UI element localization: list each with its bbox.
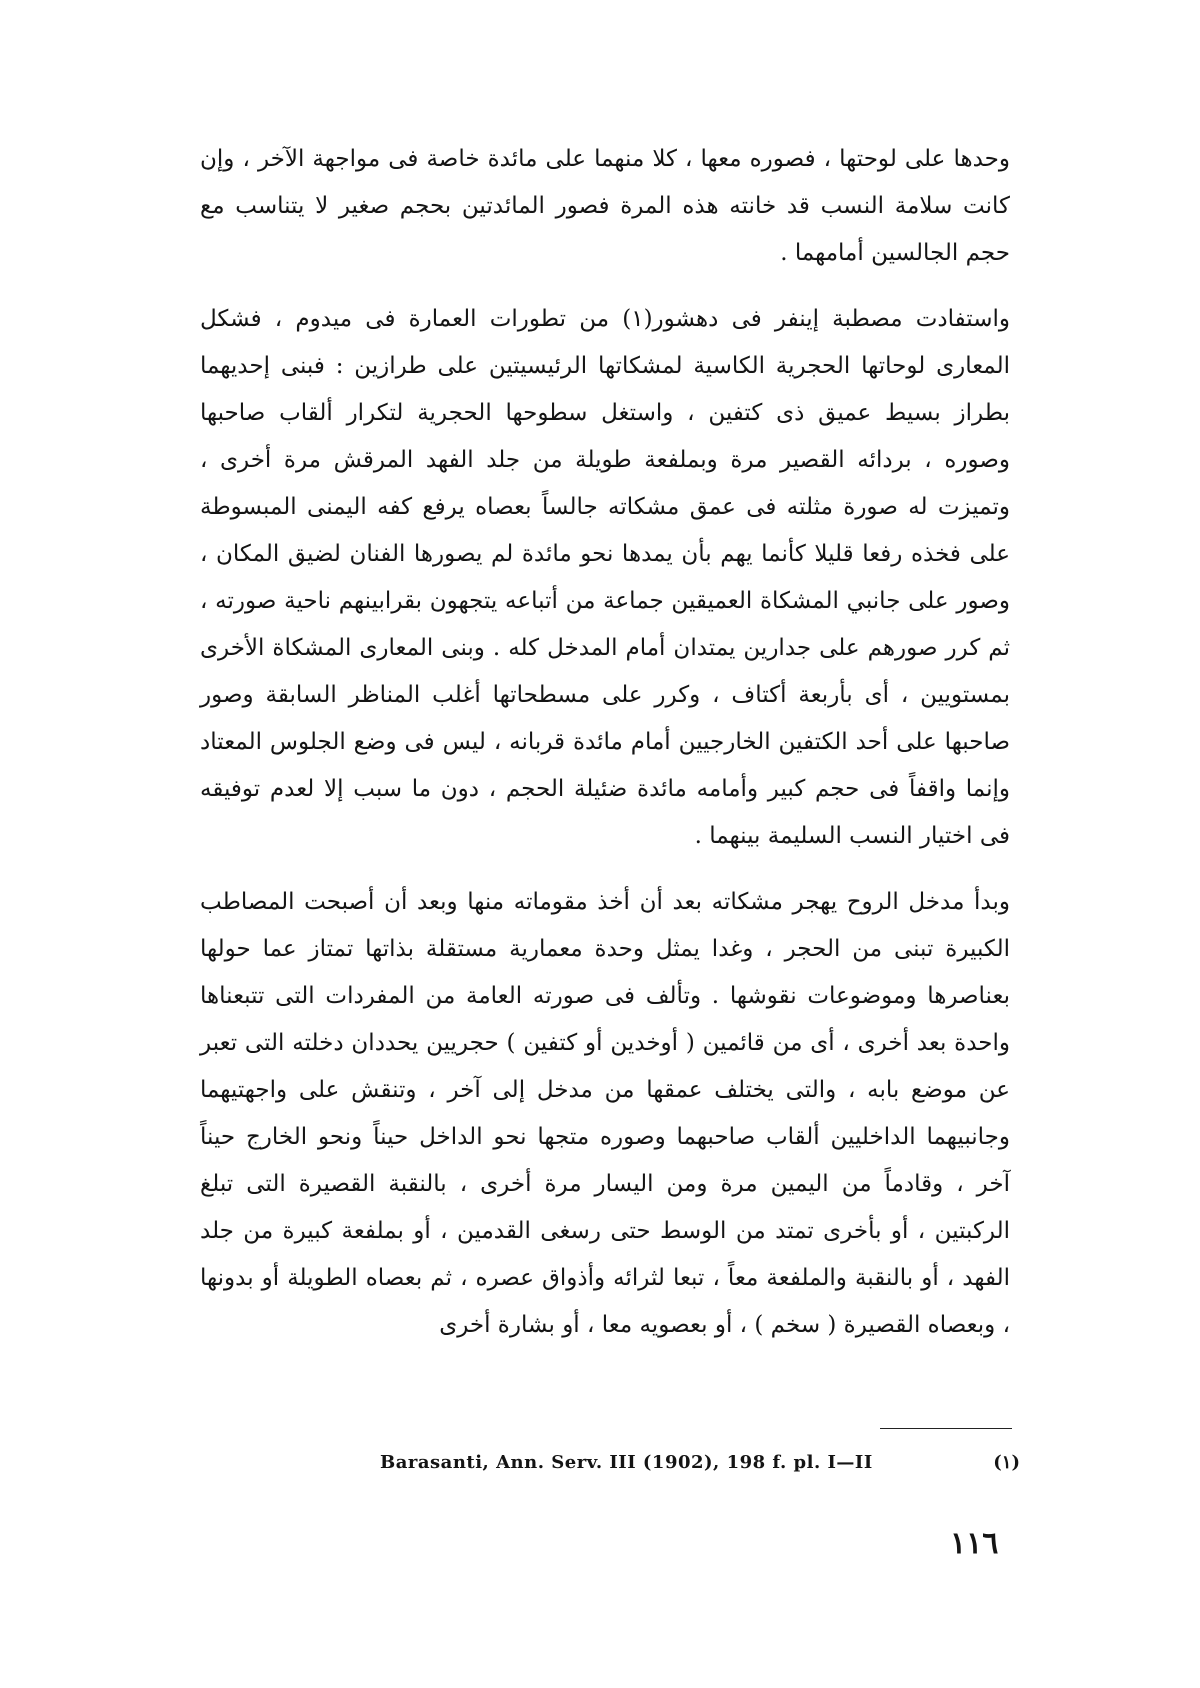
main-text — [200, 136, 1010, 1368]
paragraph-1: وحدها على لوحتها ، فصوره معها ، كلا منهما على مائدة خاصة فى مواجهة الآخر ، وإن كانت سلامة النسب قد خانته هذه المرة فصور المائدتين بحجم صغير لا يتناسب مع حجم الجالسين أمامهما . — [200, 146, 1010, 266]
footnote-reference: Barasanti, Ann. Serv. III (1902), 198 f. pl. I—II — [380, 1452, 873, 1473]
footnote — [380, 1452, 1020, 1473]
footnote-divider — [880, 1428, 1012, 1429]
footnote-marker: (١) — [993, 1452, 1020, 1473]
page-number: ١١٦ — [950, 1526, 999, 1561]
paragraph-2: واستفادت مصطبة إينفر فى دهشور(١) من تطورات العمارة فى ميدوم ، فشكل المعارى لوحاتها الحجرية الكاسية لمشكاتها الرئيسيتين على طرازين : فبنى إحديهما بطراز بسيط عميق ذى كتفين ، واستغل سطوحها الحجرية لتكرار ألقاب صاحبها وصوره ، بردائه القصير مرة وبملفعة طويلة من جلد الفهد المرقش مرة أخرى ، وتميزت له صورة مثلته فى عمق مشكاته جالساً بعصاه يرفع كفه اليمنى المبسوطة على فخذه رفعا قليلا كأنما يهم بأن يمدها نحو مائدة لم يصورها الفنان لضيق المكان ، وصور على جانبي المشكاة العميقين جماعة من أتباعه يتجهون بقرابينهم ناحية صورته ، ثم كرر صورهم على جدارين يمتدان أمام المدخل كله . وبنى المعارى المشكاة الأخرى بمستويين ، أى بأربعة أكتاف ، وكرر على مسطحاتها أغلب المناظر السابقة وصور صاحبها على أحد الكتفين الخارجيين أمام مائدة قربانه ، ليس فى وضع الجلوس المعتاد وإنما واقفاً فى حجم كبير وأمامه مائدة ضئيلة الحجم ، دون ما سبب إلا لعدم توفيقه فى اختيار النسب السليمة بينهما . — [200, 306, 1010, 849]
paragraph-3: وبدأ مدخل الروح يهجر مشكاته بعد أن أخذ مقوماته منها وبعد أن أصبحت المصاطب الكبيرة تبنى من الحجر ، وغدا يمثل وحدة معمارية مستقلة بذاتها تمتاز عما حولها بعناصرها وموضوعات نقوشها . وتألف فى صورته العامة من المفردات التى تتبعناها واحدة بعد أخرى ، أى من قائمين ( أوخدين أو كتفين ) حجريين يحددان دخلته التى تعبر عن موضع بابه ، والتى يختلف عمقها من مدخل إلى آخر ، وتنقش على واجهتيهما وجانبيهما الداخليين ألقاب صاحبهما وصوره متجها نحو الداخل حيناً ونحو الخارج حيناً آخر ، وقادماً من اليمين مرة ومن اليسار مرة أخرى ، بالنقبة القصيرة التى تبلغ الركبتين ، أو بأخرى تمتد من الوسط حتى رسغى القدمين ، أو بملفعة كبيرة من جلد الفهد ، أو بالنقبة والملفعة معاً ، تبعا لثرائه وأذواق عصره ، ثم بعصاه الطويلة أو بدونها ، وبعصاه القصيرة ( سخم ) ، أو بعصويه معا ، أو بشارة أخرى — [200, 889, 1010, 1338]
